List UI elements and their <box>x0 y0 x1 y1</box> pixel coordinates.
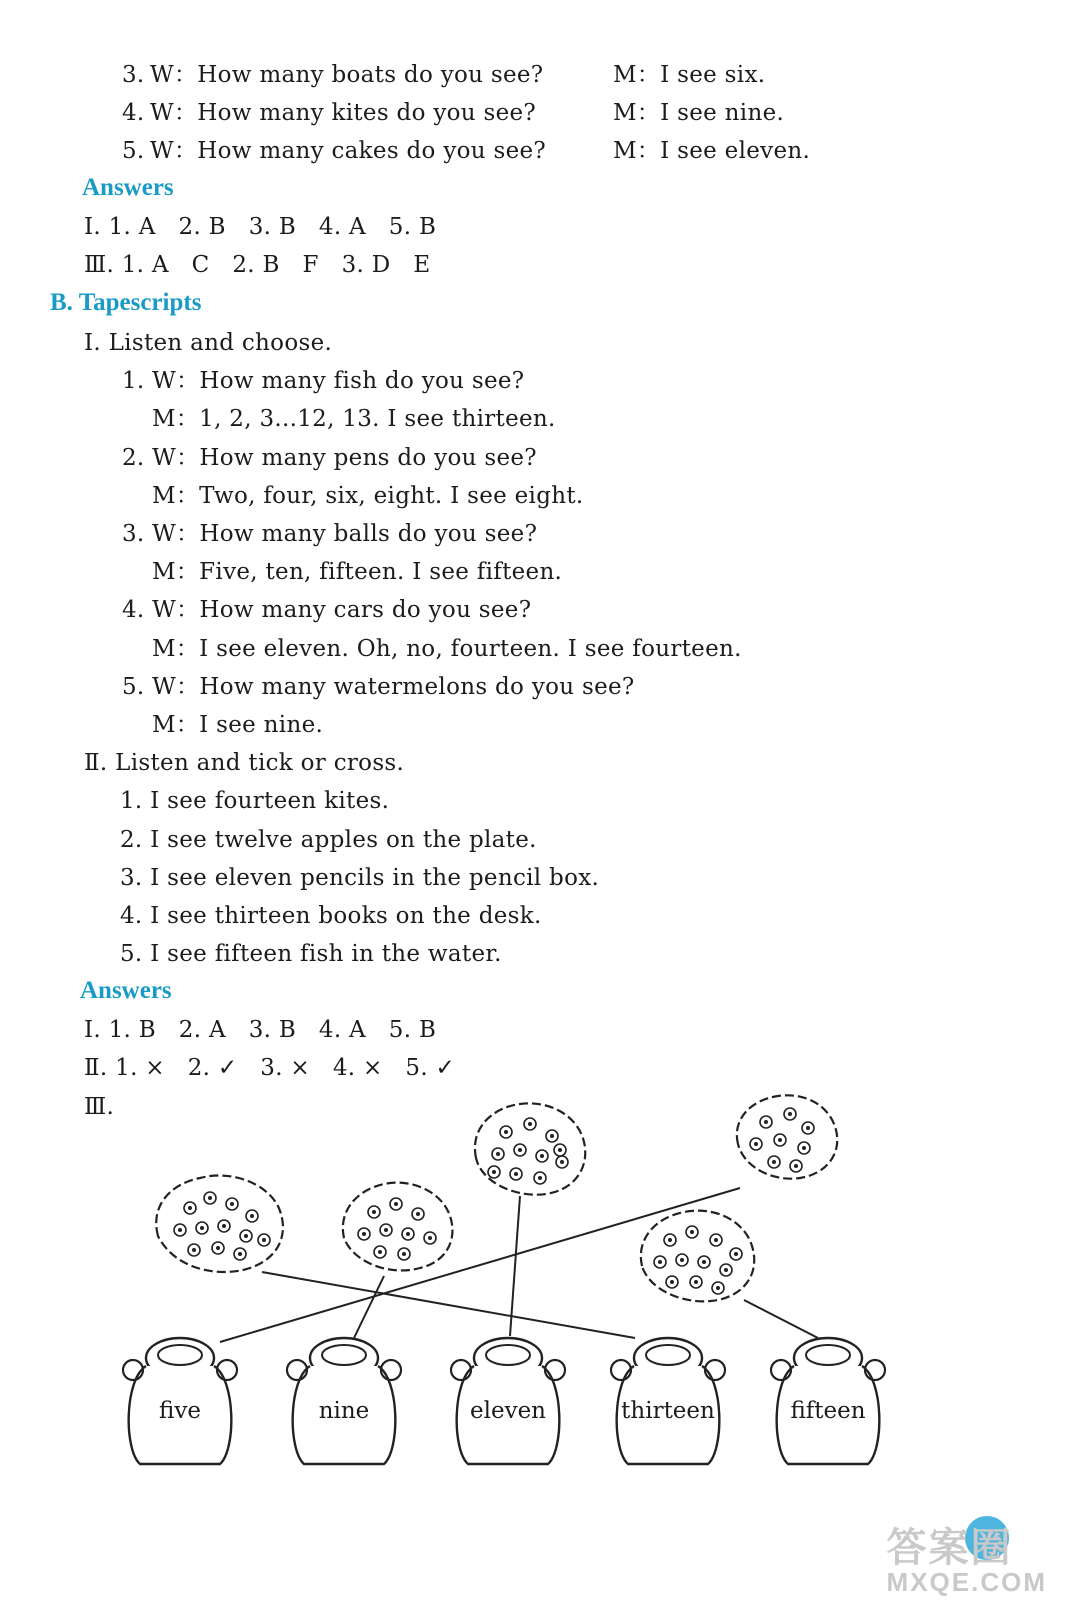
part1-item-5-question: 5. W：How many watermelons do you see? <box>122 674 635 700</box>
jar-fifteen <box>771 1338 885 1464</box>
answers-a-line-3: Ⅲ. 1. A C 2. B F 3. D E <box>84 252 431 278</box>
section-a-line-3-question-text: W：How many boats do you see? <box>150 62 544 88</box>
watermark <box>887 1516 1047 1598</box>
flower-bunch-5 <box>737 1095 837 1178</box>
jar-label-eleven: eleven <box>470 1398 546 1424</box>
section-a-line-4-question: 4. <box>122 100 145 126</box>
section-a-line-3-question: 3. <box>122 62 145 88</box>
jar-nine <box>287 1338 401 1464</box>
answers-b-line-1: Ⅰ. 1. B 2. A 3. B 4. A 5. B <box>84 1017 437 1043</box>
part1-item-4-question: 4. W：How many cars do you see? <box>122 597 532 623</box>
flower-bunch-1 <box>156 1176 283 1272</box>
section-b-heading: B. Tapescripts <box>50 289 202 316</box>
part2-item-1: 1. I see fourteen kites. <box>120 788 390 814</box>
part2-item-5: 5. I see fifteen fish in the water. <box>120 941 502 967</box>
part1-item-2-question: 2. W：How many pens do you see? <box>122 445 537 471</box>
flower-bunch-4 <box>641 1211 754 1302</box>
part2-item-4: 4. I see thirteen books on the desk. <box>120 903 542 929</box>
answers-a-heading: Answers <box>82 174 174 201</box>
section-a-line-5-question-text: W：How many cakes do you see? <box>150 138 547 164</box>
jar-five <box>123 1338 237 1464</box>
section-a-line-4-question-text: W：How many kites do you see? <box>150 100 537 126</box>
match-line-bunch4-to-fifteen <box>744 1300 818 1338</box>
part1-title: Ⅰ. Listen and choose. <box>84 330 333 356</box>
section-a-line-5-answer: M：I see eleven. <box>613 138 811 164</box>
part2-item-3: 3. I see eleven pencils in the pencil box. <box>120 865 600 891</box>
answers-a-line-1: Ⅰ. 1. A 2. B 3. B 4. A 5. B <box>84 214 437 240</box>
answers-b-part3-label: Ⅲ. <box>84 1094 115 1120</box>
part1-item-5-answer: M：I see nine. <box>152 712 324 738</box>
answers-b-heading: Answers <box>80 977 172 1004</box>
part1-item-1-answer: M：1, 2, 3...12, 13. I see thirteen. <box>152 406 556 432</box>
match-line-bunch2-to-nine <box>354 1276 384 1338</box>
jar-label-thirteen: thirteen <box>621 1398 715 1424</box>
watermark-bottom-text: MXQE.COM <box>886 1567 1047 1597</box>
part1-item-3-answer: M：Five, ten, fifteen. I see fifteen. <box>152 559 563 585</box>
part2-title: Ⅱ. Listen and tick or cross. <box>84 750 405 776</box>
match-line-bunch5-to-five <box>220 1188 740 1342</box>
jar-eleven <box>451 1338 565 1464</box>
section-a-line-3-answer: M：I see six. <box>613 62 766 88</box>
section-a-line-5-question: 5. <box>122 138 145 164</box>
flower-bunch-3 <box>475 1103 585 1194</box>
match-line-bunch1-to-thirteen <box>262 1272 635 1338</box>
jar-label-five: five <box>159 1398 201 1424</box>
watermark-top-text: 答案圈 <box>886 1526 1013 1570</box>
match-line-bunch3-to-eleven <box>510 1196 520 1336</box>
flower-bunch-2 <box>343 1183 453 1271</box>
part1-item-3-question: 3. W：How many balls do you see? <box>122 521 538 547</box>
part1-item-1-question: 1. W：How many fish do you see? <box>122 368 525 394</box>
jar-label-fifteen: fifteen <box>790 1398 866 1424</box>
jar-thirteen <box>611 1338 725 1464</box>
section-a-line-4-answer: M：I see nine. <box>613 100 785 126</box>
part1-item-2-answer: M：Two, four, six, eight. I see eight. <box>152 483 584 509</box>
part2-item-2: 2. I see twelve apples on the plate. <box>120 827 537 853</box>
matching-illustration <box>0 1080 1067 1480</box>
part1-item-4-answer: M：I see eleven. Oh, no, fourteen. I see fourteen. <box>152 636 742 662</box>
jar-label-nine: nine <box>318 1398 370 1424</box>
answers-b-line-2: Ⅱ. 1. × 2. ✓ 3. × 4. × 5. ✓ <box>84 1055 456 1081</box>
